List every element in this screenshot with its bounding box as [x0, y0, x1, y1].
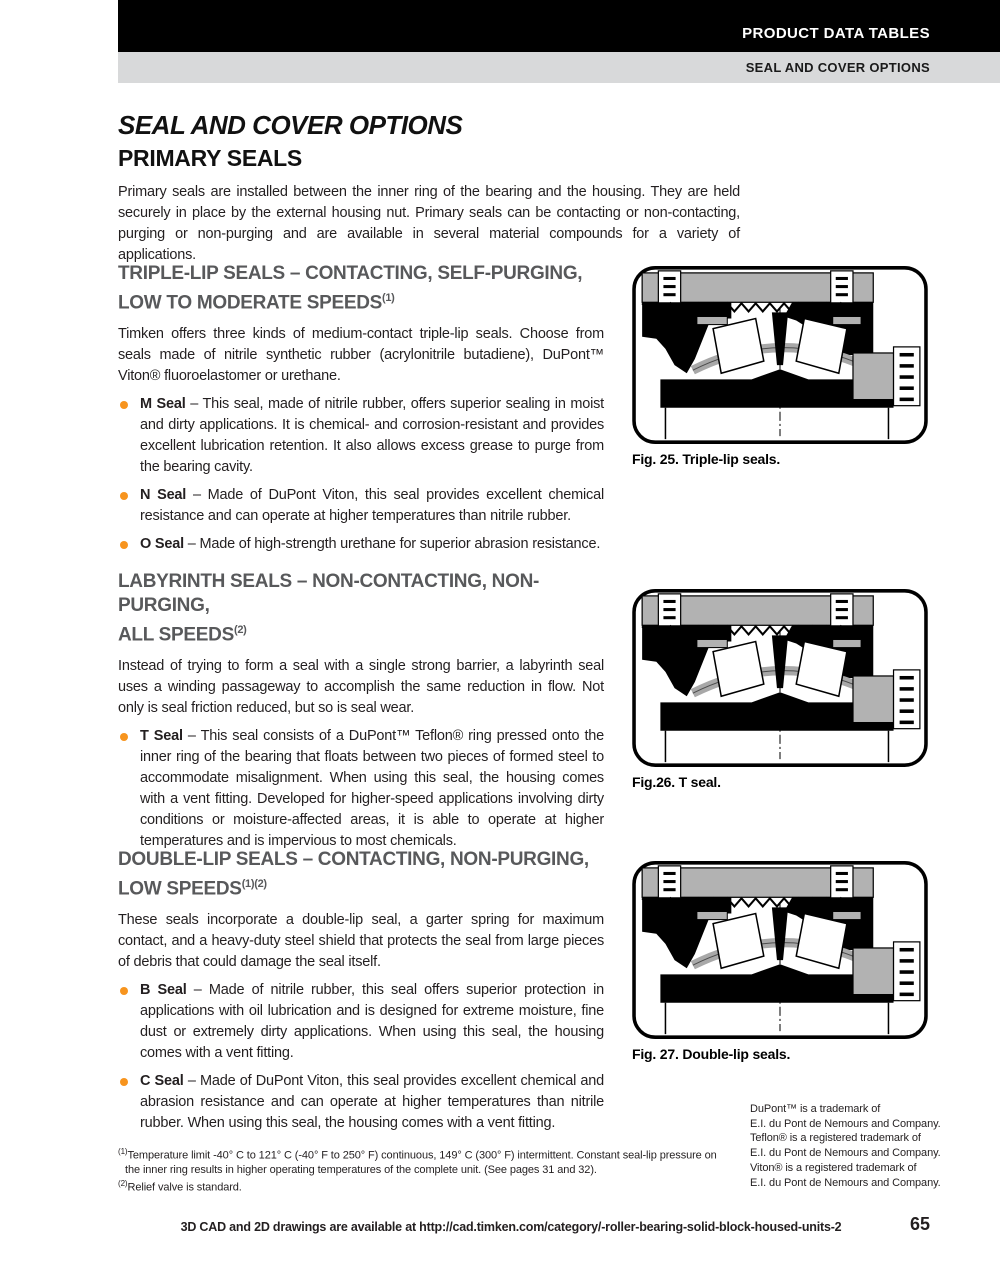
section-triple-lip-seals — [118, 262, 604, 562]
seal-description: – Made of DuPont Viton, this seal provides excellent chemical and abrasion resistance and can operate at higher temperatures than nitrile rubber. When using this seal, the housing comes with a vent fitting. — [140, 1073, 604, 1132]
list-item-b-seal — [118, 980, 604, 1064]
page-footer — [118, 1214, 930, 1240]
figure-caption: Fig. 25. Triple-lip seals. — [632, 451, 781, 467]
footnotes — [118, 1145, 718, 1194]
section-heading-line2: LOW SPEEDS — [118, 878, 242, 900]
bullet-icon — [120, 987, 128, 995]
header-band-secondary — [118, 52, 1000, 83]
section-body: Instead of trying to form a seal with a single strong barrier, a labyrinth seal uses a winding passageway to accomplish the same reduction in flow. Not only is seal friction reduced, but so is seal wear. — [118, 658, 604, 717]
footnote-marker: (2) — [118, 1178, 128, 1188]
bearing-cross-section-drawing — [632, 265, 928, 445]
footnote-marker: (1) — [118, 1147, 128, 1156]
section-heading — [118, 570, 604, 647]
seal-term: O Seal — [140, 536, 184, 553]
trademark-line: DuPont™ is a trademark of — [750, 1103, 881, 1115]
bullet-icon — [120, 1078, 128, 1086]
footnote-text: Temperature limit -40° C to 121° C (-40° F to 250° F) continuous, 149° C (300° F) intermittent. Constant seal-lip pressure on the inner ring results in higher operating temperatures of the complete unit. (See pages 31 and 32). — [125, 1149, 717, 1176]
section-heading-footnote-ref: (2) — [233, 624, 247, 636]
intro-paragraph: Primary seals are installed between the inner ring of the bearing and the housing. They are held securely in place by the external housing nut. Primary seals can be contacting or non-contacting, purging or non-purging and are available in several material compounds for a variety of applications. — [118, 184, 740, 263]
trademark-line: Teflon® is a registered trademark of — [750, 1132, 921, 1145]
seal-description: – This seal consists of a DuPont™ Teflon® ring pressed onto the inner ring of the bearing that floats between two pieces of formed steel to accommodate misalignment. When using this seal, the housing comes with a vent fitting. Developed for higher-speed applications involving dirty conditions or moisture-affected areas, it is able to operate at higher temperatures and is impervious to most chemicals. — [140, 728, 605, 850]
trademark-line: E.I. du Pont de Nemours and Company. — [750, 1147, 941, 1160]
section-heading-footnote-ref: (1)(2) — [241, 878, 267, 890]
bullet-icon — [120, 401, 128, 409]
seal-list — [118, 726, 604, 852]
figure-caption: Fig. 27. Double-lip seals. — [632, 1046, 791, 1062]
footnote-1 — [118, 1145, 718, 1177]
seal-description: – Made of DuPont Viton, this seal provides excellent chemical resistance and can operate at higher temperatures than nitrile rubber. — [140, 487, 604, 525]
seal-description: – Made of high-strength urethane for superior abrasion resistance. — [183, 536, 601, 553]
list-item-n-seal — [118, 485, 604, 527]
seal-term: B Seal — [140, 982, 187, 999]
section-heading — [118, 848, 604, 901]
bullet-icon — [120, 733, 128, 741]
page-number: 65 — [909, 1214, 930, 1234]
footer-cad-note: 3D CAD and 2D drawings are available at http://cad.timken.com/category/-roller-bearing-solid-block-housed-units-2 — [180, 1220, 842, 1234]
seal-list — [118, 394, 604, 555]
section-heading-line1: DOUBLE-LIP SEALS – CONTACTING, NON-PURGING, — [118, 849, 589, 870]
section-double-lip-seals — [118, 848, 604, 1141]
section-body: Timken offers three kinds of medium-contact triple-lip seals. Choose from seals made of nitrile synthetic rubber (acrylonitrile butadiene), DuPont™ Viton® fluoroelastomer or urethane. — [118, 326, 604, 385]
seal-term: M Seal — [140, 396, 186, 413]
section-heading-line2: LOW TO MODERATE SPEEDS — [118, 292, 382, 314]
bearing-cross-section-drawing — [632, 588, 928, 768]
list-item-c-seal — [118, 1071, 604, 1134]
bullet-icon — [120, 492, 128, 500]
section-heading-line2: ALL SPEEDS — [118, 624, 234, 646]
page-subtitle: PRIMARY SEALS — [118, 145, 302, 171]
trademark-line: E.I. du Pont de Nemours and Company. — [750, 1176, 941, 1189]
trademark-notices — [750, 1102, 990, 1190]
section-heading-line1: LABYRINTH SEALS – NON-CONTACTING, NON-PURGING, — [118, 571, 540, 616]
seal-description: – Made of nitrile rubber, this seal offers superior protection in applications with oil lubrication and is designed for extreme moisture, fine dust or extremely dirty applications. When using this seal, the housing comes with a vent fitting. — [140, 982, 604, 1062]
header-primary-label: PRODUCT DATA TABLES — [742, 25, 930, 42]
list-item-m-seal — [118, 394, 604, 478]
figure-double-lip-seals — [632, 860, 928, 1062]
footnote-2 — [118, 1177, 718, 1195]
header-band-primary — [118, 0, 1000, 52]
section-heading-line1: TRIPLE-LIP SEALS – CONTACTING, SELF-PURGING, — [118, 263, 583, 284]
seal-description: – This seal, made of nitrile rubber, offers superior sealing in moist and dirty applications. It is chemical- and corrosion-resistant and provides excellent lubrication retention. It also allows excess grease to purge from the bearing cavity. — [140, 396, 604, 476]
title-block — [118, 110, 758, 266]
section-heading — [118, 262, 604, 315]
figure-caption: Fig.26. T seal. — [632, 774, 721, 790]
footnote-text: Relief valve is standard. — [127, 1181, 242, 1194]
seal-term: T Seal — [140, 728, 183, 745]
section-heading-footnote-ref: (1) — [382, 292, 395, 304]
seal-term: N Seal — [140, 487, 187, 504]
list-item-o-seal — [118, 534, 604, 555]
seal-term: C Seal — [140, 1073, 184, 1090]
list-item-t-seal — [118, 726, 604, 852]
seal-list — [118, 980, 604, 1134]
trademark-line: E.I. du Pont de Nemours and Company. — [750, 1117, 941, 1130]
page-title: SEAL AND COVER OPTIONS — [118, 110, 463, 140]
figure-t-seal — [632, 588, 928, 790]
section-body: These seals incorporate a double-lip seal, a garter spring for maximum contact, and a heavy-duty steel shield that protects the seal from large pieces of debris that could damage the seal itself. — [118, 912, 604, 971]
bearing-cross-section-drawing — [632, 860, 928, 1040]
bullet-icon — [120, 541, 128, 549]
trademark-line: Viton® is a registered trademark of — [750, 1161, 917, 1174]
figure-triple-lip-seals — [632, 265, 928, 467]
section-labyrinth-seals — [118, 570, 604, 859]
header-secondary-label: SEAL AND COVER OPTIONS — [745, 60, 930, 75]
